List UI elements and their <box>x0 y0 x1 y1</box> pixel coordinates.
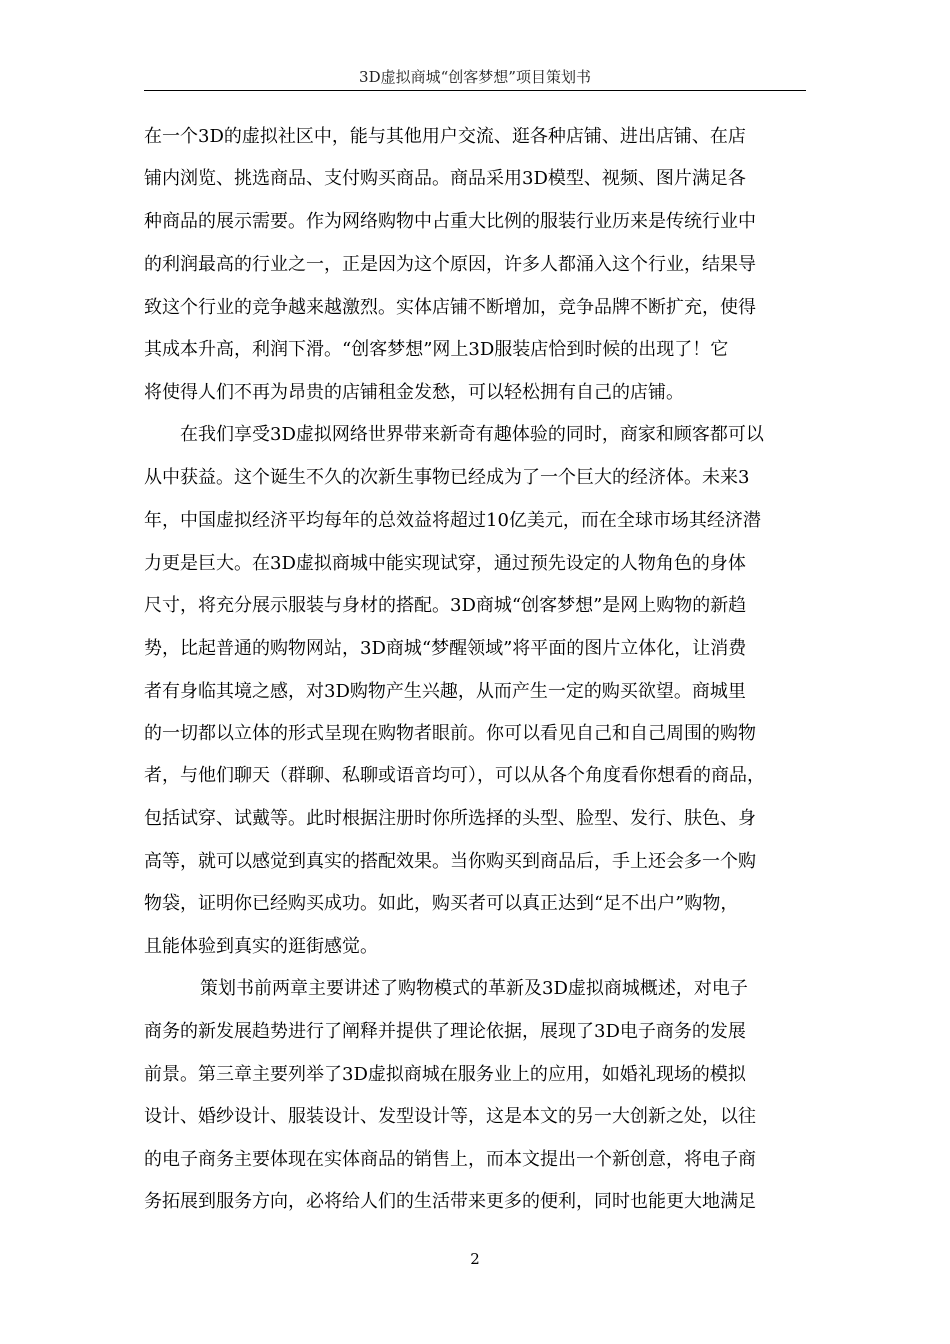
body-line: 将使得人们不再为昂贵的店铺租金发愁，可以轻松拥有自己的店铺。 <box>144 382 684 403</box>
body-line: 从中获益。这个诞生不久的次新生事物已经成为了一个巨大的经济体。未来3 <box>144 467 750 488</box>
body-line: 者有身临其境之感，对3D购物产生兴趣，从而产生一定的购买欲望。商城里 <box>144 681 746 702</box>
body-line: 物袋，证明你已经购买成功。如此，购买者可以真正达到“足不出户”购物， <box>144 893 739 914</box>
body-line: 铺内浏览、挑选商品、支付购买商品。商品采用3D模型、视频、图片满足各 <box>144 168 746 189</box>
body-line: 前景。第三章主要列举了3D虚拟商城在服务业上的应用，如婚礼现场的模拟 <box>144 1064 746 1085</box>
body-line: 年，中国虚拟经济平均每年的总效益将超过10亿美元，而在全球市场其经济潜 <box>144 510 761 531</box>
header-title: 3D虚拟商城“创客梦想”项目策划书 <box>359 68 591 86</box>
body-line: 尺寸，将充分展示服装与身材的搭配。3D商城“创客梦想”是网上购物的新趋 <box>144 595 747 616</box>
body-line: 策划书前两章主要讲述了购物模式的革新及3D虚拟商城概述，对电子 <box>200 978 748 999</box>
body-line: 商务的新发展趋势进行了阐释并提供了理论依据，展现了3D电子商务的发展 <box>144 1021 746 1042</box>
page-header <box>144 66 806 91</box>
page-number: 2 <box>470 1250 480 1268</box>
body-line: 设计、婚纱设计、服装设计、发型设计等，这是本文的另一大创新之处，以往 <box>144 1106 756 1127</box>
body-line: 种商品的展示需要。作为网络购物中占重大比例的服装行业历来是传统行业中 <box>144 211 756 232</box>
body-line: 务拓展到服务方向，必将给人们的生活带来更多的便利，同时也能更大地满足 <box>144 1191 756 1212</box>
body-line: 致这个行业的竞争越来越激烈。实体店铺不断增加，竞争品牌不断扩充，使得 <box>144 297 756 318</box>
body-line: 势，比起普通的购物网站，3D商城“梦醒领域”将平面的图片立体化，让消费 <box>144 638 747 659</box>
body-line: 包括试穿、试戴等。此时根据注册时你所选择的头型、脸型、发行、肤色、身 <box>144 808 756 829</box>
body-line: 者，与他们聊天（群聊、私聊或语音均可），可以从各个角度看你想看的商品， <box>144 765 765 786</box>
body-line: 其成本升高，利润下滑。“创客梦想”网上3D服装店恰到时候的出现了！它 <box>144 339 729 360</box>
body-line: 的一切都以立体的形式呈现在购物者眼前。你可以看见自己和自己周围的购物 <box>144 723 756 744</box>
body-line: 高等，就可以感觉到真实的搭配效果。当你购买到商品后，手上还会多一个购 <box>144 851 756 872</box>
body-line: 的利润最高的行业之一，正是因为这个原因，许多人都涌入这个行业，结果导 <box>144 254 756 275</box>
body-line: 的电子商务主要体现在实体商品的销售上，而本文提出一个新创意，将电子商 <box>144 1149 756 1170</box>
body-line: 且能体验到真实的逛街感觉。 <box>144 936 378 957</box>
body-line: 力更是巨大。在3D虚拟商城中能实现试穿，通过预先设定的人物角色的身体 <box>144 553 746 574</box>
body-line: 在一个3D的虚拟社区中，能与其他用户交流、逛各种店铺、进出店铺、在店 <box>144 126 746 147</box>
body-line: 在我们享受3D虚拟网络世界带来新奇有趣体验的同时，商家和顾客都可以 <box>180 424 764 445</box>
